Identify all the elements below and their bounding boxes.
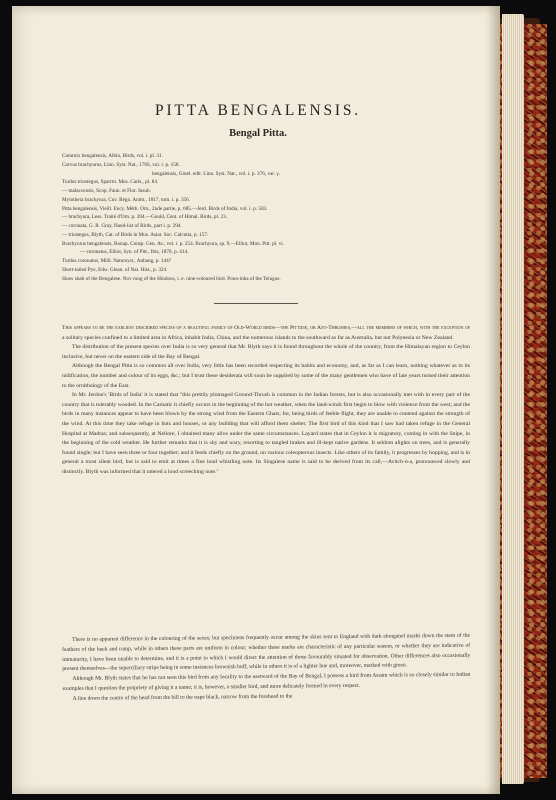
page-edges [502, 14, 524, 784]
synonymy-entry: Myiothera brachyura, Cuv. Règn. Anim., 1817, tom. i. p. 356. [62, 196, 191, 203]
book-page [12, 6, 500, 794]
body-text-continued [62, 632, 471, 705]
synonymy-entry: Corvus brachyurus, Linn. Syst. Nat., 1766, vol. i. p. 158. [62, 161, 180, 168]
body-paragraph: In Mr. Jerdon's 'Birds of India' it is stated that "this prettily plumaged Ground-Thrush is common in the Indian forests, but is also occasionally met with in every part of the country that is tolerably wooded. In the Carnatic it chiefly occurs in the beginning of the hot weather, when the land-winds first begin to blow with violence from the west; and the birds in many instances appear to have been blown by the strong wind from the Eastern Ghats; for, being birds of feeble flight, they are unable to contend against the strength of the wind. At this time they take refuge in huts and houses, or any building that will afford them shelter. The first bird of this kind that I saw had taken refuge in the General Hospital at Madras; and subsequently, at Nellore, I obtained many alive under the same circumstances. Layard states that in Ceylon it is migratory, coming in with the Snipe, in the beginning of the cold weather. He further remarks that it is shy and wary, resorting to tangled brakes and ill-kept native gardens. It seldom alights on trees, and is generally found single; but I have seen three or four together; and it feeds chiefly on the ground, on various coleopterous insects. Like others of its family, it progresses by hopping, and is in general a most silent bird, but is said to emit at times a fine loud whistling note. Its Singalese name is said to be derived from its call,—Avitch-ò-a, pronounced slowly and distinctly. Blyth was informed that it uttered a loud screeching note." [62, 392, 470, 475]
synonymy-entry: — malaccensis, Scop. Faun. et Flor. Insub. [62, 188, 151, 194]
body-paragraph: Although Mr. Blyth states that he has not seen this bird from any locality to the eastward of the Bay of Bengal, I possess a bird from Assam which is so closely similar to Indian examples that I question the propriety of giving it a name; it is, however, a smaller bird, and more delicately formed in every respect. [62, 671, 471, 692]
synonymy-entry: Shaw shah of the Bengalese. Nov rung of the Hindoos, i. e. nine-coloured bird. Ponn-inba of the Telugus. [62, 275, 281, 282]
body-paragraph: A line down the centre of the head from the bill to the nape black, narrow from the forehead to the [72, 693, 293, 702]
synonymy-entry: Short-tailed Pye, Edw. Glean. of Nat. Hist., p. 324. [62, 266, 168, 273]
synonymy-entry: — brachyura, Less. Traité d'Orn. p. 394.—Gould, Cent. of Himal. Birds, pl. 23. [62, 214, 228, 221]
body-paragraph: Although the Bengal Pitta is so common all over India, very little has been recorded respecting its habits and economy, and, as far as I can learn, nothing whatever as to its nidification, the number and colour of its eggs, &c.; but I trust these desiderata will soon be supplied by some of the many gentlemen who have of late years turned their attention to the ornithology of the East. [62, 363, 470, 389]
synonymy-entry: — coronata, G. R. Gray, Hand-list of Birds, part i. p. 294. [62, 223, 182, 229]
body-paragraph: There is no apparent difference in the colouring of the sexes; but specimens frequently occur among the skins sent to England with dark elongated marks down the stem of the feathers of the back and rump, while in others these parts are uniform in colour; whether these marks are characteristic of any particular season, or whether they are indicative of immaturity, I have been unable to determine, and it is a point to which I would direct the attention of those favourably situated for observation. Other differences also occasionally present themselves—the superciliary stripe being in some instances brownish buff, while in others it is of a lighter hue and, moreover, marked with green. [62, 632, 471, 673]
synonymy-list [62, 152, 470, 283]
page-title: PITTA BENGALENSIS. [155, 102, 361, 119]
common-name-heading: Bengal Pitta. [229, 128, 287, 139]
synonymy-entry: Turdus triostegus, Sparrm. Mus. Carls., pl. 84. [62, 179, 159, 186]
body-text [62, 324, 470, 478]
synonymy-entry: — triostegus, Blyth, Cat. of Birds in Mus. Asiat. Soc. Calcutta, p. 157. [62, 231, 209, 238]
page-gutter-shadow [486, 6, 500, 794]
synonymy-entry: — coronatus, Elliot, Syn. of Pitt., Ibis, 1870, p. 414. [80, 249, 189, 256]
section-divider [214, 303, 298, 304]
synonymy-entry: Turdus coronatus, Müll. Natursyst., Anhang, p. 144? [62, 258, 172, 264]
synonymy-entry: Brachyurus bengalensis, Bonap. Consp. Gen. Av., vol. i. p. 254. Brachyura, sp. 9.—Elliot, Mon. Pitt. pl. vi. [62, 240, 285, 247]
synonymy-entry: Pitta bengalensis, Vieill. Ency. Méth. Orn., 2nde partie, p. 685.—Jerd. Birds of India, vol. i. p. 503. [62, 205, 268, 212]
synonymy-entry: bengalensis, Gmel. edit. Linn. Syst. Nat., vol. i. p. 376, var. γ. [152, 170, 280, 177]
body-paragraph: The distribution of the present species over India is so very general that Mr. Blyth says it is found throughout the whole of the country, from the Himalayan region to Ceylon inclusive, but never on the eastern side of the Bay of Bengal. [62, 344, 470, 360]
synonymy-entry: Coturnix bengalensis, Albin, Birds, vol. i. pl. 31. [62, 153, 163, 159]
body-paragraph: This appears to be the earliest described species of a beautiful family of Old-World birds—the Pittidæ, or Ant-Thrushes,—all the members of which, with the exception of a solitary species confined to a limited area in Africa, inhabit India, China, and the numerous islands to the southward as far as Australia, but not Polynesia or New Zealand. [62, 325, 470, 341]
